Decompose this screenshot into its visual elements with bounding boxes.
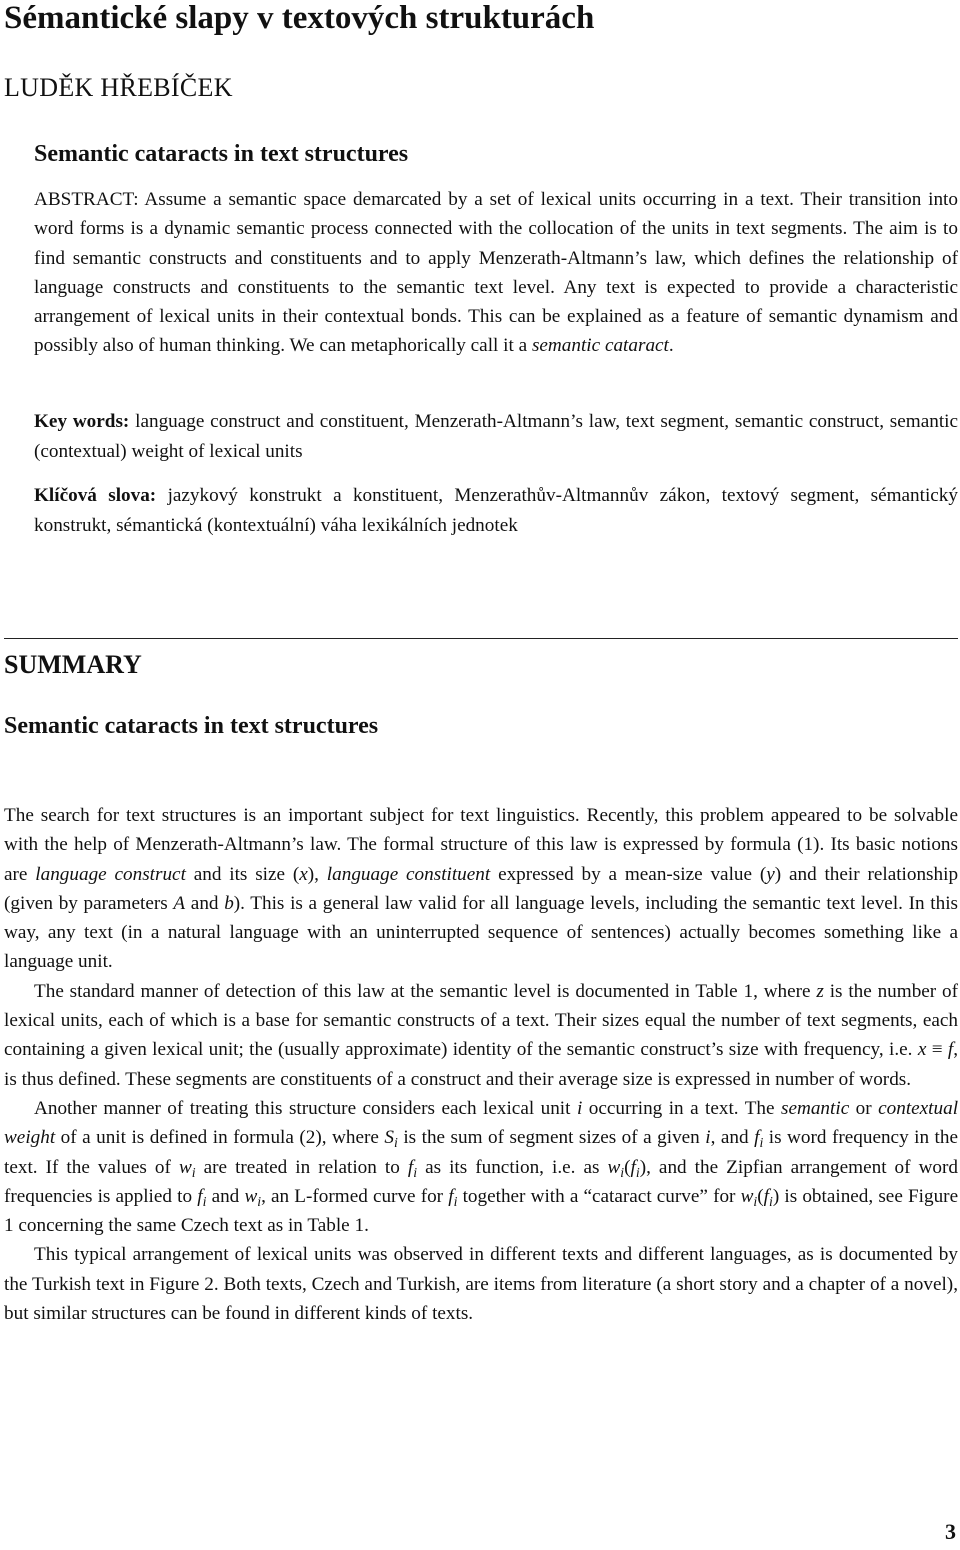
subscript: i xyxy=(759,1135,764,1151)
text-run: is the sum of segment sizes of a given xyxy=(403,1127,700,1149)
keywords-label: Key words: xyxy=(34,411,130,432)
text-run: is word frequency in the text. If the values of xyxy=(4,1127,959,1178)
text-run: together with a “cataract curve” for xyxy=(462,1185,736,1207)
abstract-end: . xyxy=(668,335,674,357)
variable: w xyxy=(607,1156,621,1178)
article-title-english: Semantic cataracts in text structures xyxy=(34,141,409,167)
variable: S xyxy=(384,1127,394,1149)
variable: f xyxy=(448,1185,454,1207)
subscript: i xyxy=(202,1194,207,1209)
text-run: ) and their relationship (given by parameters xyxy=(4,863,959,914)
emphasis: language construct xyxy=(35,863,186,885)
subscript: i xyxy=(753,1194,758,1209)
text-run: Another manner of treating this structure considers each lexical unit xyxy=(34,1097,571,1119)
text-run: are treated in relation to xyxy=(203,1156,400,1178)
text-run: expressed by a mean-size value ( xyxy=(498,863,767,885)
text-run: ), xyxy=(307,863,319,885)
text-run: is obtained, see Figure 1 concerning the same Czech text as in Table 1. xyxy=(4,1185,959,1237)
variable: f xyxy=(407,1156,414,1178)
keywords-czech xyxy=(34,481,958,540)
summary-paragraph-4: This typical arrangement of lexical units was observed in different texts and different languages, as is documented by the Turkish text in Figure 2. Both texts, Czech and Turkish, are items from literature (a short story and a chapter of a novel), but similar structures can be found in different kinds of texts. xyxy=(4,1244,958,1325)
text-run: and xyxy=(190,892,219,914)
summary-title: Semantic cataracts in text structures xyxy=(4,713,379,739)
summary-heading: SUMMARY xyxy=(4,650,142,679)
text-run: The search for text structures is an important subject for text linguistics. Recently, this problem appeared to be solvable with the help of Menzerath-Altmann’s law. The formal structure of this law is expressed by formula (1). Its basic notions are xyxy=(4,805,958,885)
variable: x xyxy=(917,1039,927,1061)
text-run: ( xyxy=(757,1185,764,1207)
abstract-emphasis: semantic cataract xyxy=(531,335,669,357)
variable: z xyxy=(816,980,824,1002)
subscript: i xyxy=(620,1164,625,1180)
abstract xyxy=(34,185,958,361)
text-run: ) xyxy=(772,1185,780,1207)
emphasis: contextual weight xyxy=(4,1097,959,1149)
text-run: , and the Zipfian arrangement of word frequencies is applied to xyxy=(4,1156,958,1207)
variable: f xyxy=(630,1156,636,1178)
variable: w xyxy=(244,1185,258,1207)
text-run: , is thus defined. These segments are constituents of a construct and their average size is expressed in number of words. xyxy=(4,1039,959,1090)
text-run: and xyxy=(211,1185,240,1207)
text-run: The standard manner of detection of this law at the semantic level is documented in Table 1, where xyxy=(34,980,811,1002)
subscript: i xyxy=(453,1194,458,1209)
variable: i xyxy=(705,1127,711,1149)
variable: f xyxy=(197,1185,203,1207)
text-run: occurring in a text. The xyxy=(588,1097,775,1119)
variable: f xyxy=(754,1127,760,1149)
text-run: of a unit is defined in formula (2), where xyxy=(60,1127,379,1149)
keywords-czech-label: Klíčová slova: xyxy=(34,485,157,506)
subscript: i xyxy=(394,1135,398,1151)
variable: w xyxy=(178,1156,192,1178)
summary-body xyxy=(4,801,958,1328)
subscript: i xyxy=(635,1164,640,1180)
summary-paragraph-3 xyxy=(4,1094,958,1240)
text-run: ) xyxy=(639,1156,647,1178)
variable: x xyxy=(299,863,308,885)
identity-symbol: ≡ xyxy=(931,1039,943,1061)
variable: i xyxy=(576,1097,583,1119)
abstract-text: Assume a semantic space demarcated by a set of lexical units occurring in a text. Their transition into word forms is a dynamic semantic process connected with the collocation of the units in text segments. The aim is to find semantic constructs and constituents and to apply Menzerath-Altmann’s law, which defines the relationship of language constructs and constituents to the semantic text level. Any text is expected to provide a characteristic arrangement of lexical units in their contextual bonds. This can be explained as a feature of semantic dynamism and possibly also of human thinking. We can metaphorically call it a xyxy=(34,189,958,357)
subscript: i xyxy=(413,1164,418,1180)
section-divider xyxy=(4,638,958,639)
variable: w xyxy=(740,1185,754,1207)
summary-paragraph-1 xyxy=(4,801,958,977)
subscript: i xyxy=(769,1194,773,1209)
variable: y xyxy=(766,863,775,885)
article-title-czech: Sémantické slapy v textových strukturách xyxy=(4,0,595,36)
author-name: LUDĚK HŘEBÍČEK xyxy=(4,73,233,102)
page-number: 3 xyxy=(945,1519,956,1544)
variable: f xyxy=(763,1185,769,1207)
abstract-label: ABSTRACT: xyxy=(34,189,139,210)
subscript: i xyxy=(191,1164,196,1180)
subscript: i xyxy=(257,1194,262,1209)
summary-paragraph-2 xyxy=(4,977,958,1094)
text-run: , an L-formed curve for xyxy=(261,1185,444,1207)
keywords-czech-text: jazykový konstrukt a konstituent, Menzerathův-Altmannův zákon, textový segment, sémantický konstrukt, sémantická (kontextuální) váha lexikálních jednotek xyxy=(34,485,958,536)
variable: A xyxy=(173,892,186,914)
emphasis: semantic xyxy=(781,1097,850,1119)
keywords-text: language construct and constituent, Menzerath-Altmann’s law, text segment, semantic construct, semantic (contextual) weight of lexical units xyxy=(34,411,958,462)
variable: b xyxy=(224,892,234,914)
text-run: ). This is a general law valid for all language levels, including the semantic text level. In this way, any text (in a natural language with an uninterrupted sequence of sentences) actually becomes something like a language unit. xyxy=(4,892,958,973)
text-run: or xyxy=(855,1097,872,1119)
keywords xyxy=(34,407,958,466)
text-run: ( xyxy=(624,1156,631,1178)
text-run: as its function, i.e. as xyxy=(425,1156,600,1178)
variable: f xyxy=(947,1039,954,1061)
text-run: is the number of lexical units, each of which is a base for semantic constructs of a text. Their sizes equal the number of text segments, each containing a given lexical unit; the (usually approximate) identity of the semantic construct’s size with frequency, i.e. xyxy=(4,980,959,1061)
text-run: , and xyxy=(710,1127,749,1149)
text-run: and its size ( xyxy=(193,863,300,885)
emphasis: language constituent xyxy=(326,863,491,885)
